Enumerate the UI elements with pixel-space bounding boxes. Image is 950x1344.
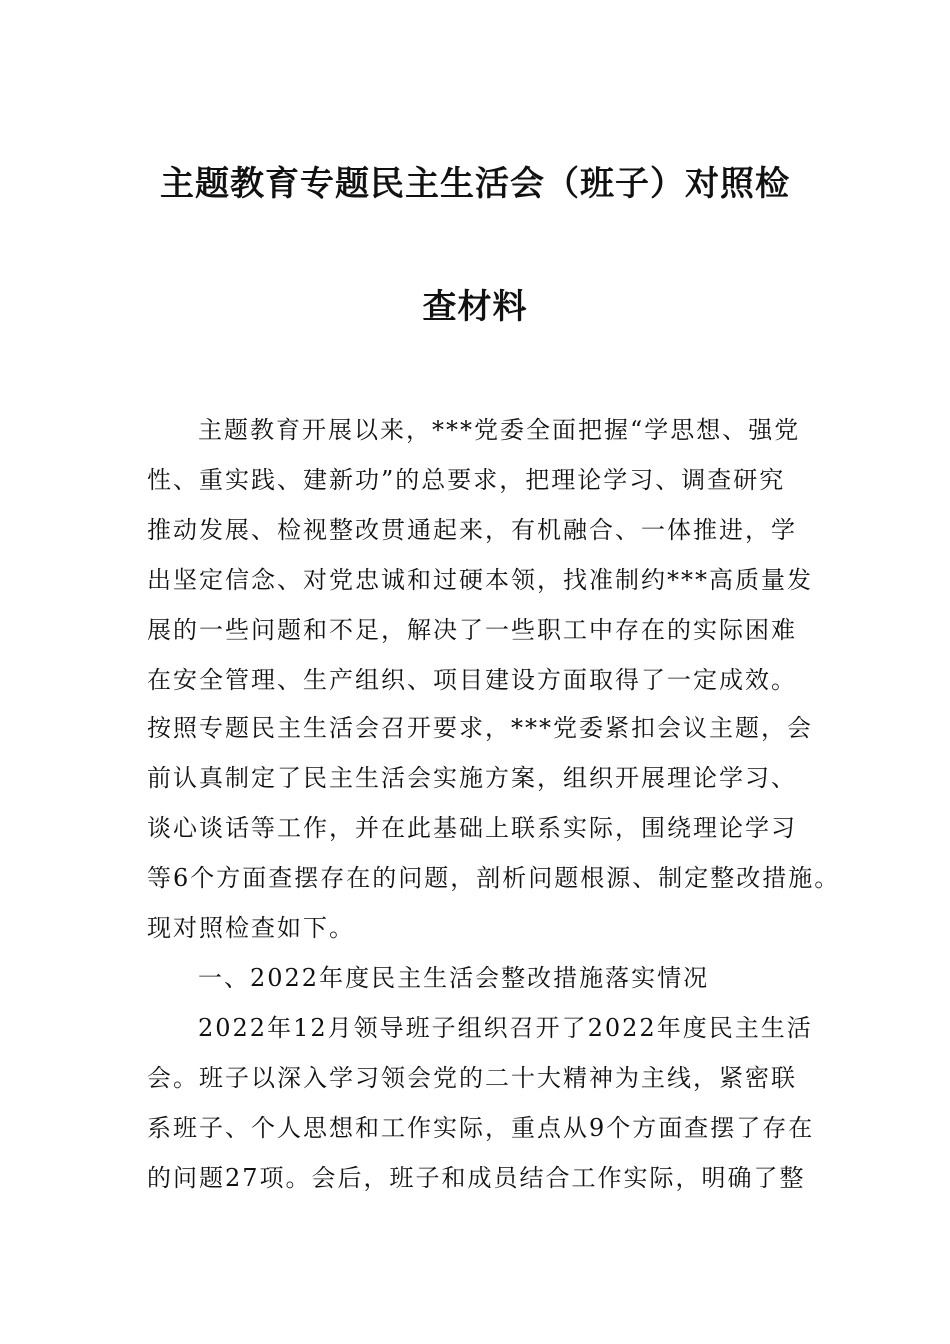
paragraph-line: 系班子、个人思想和工作实际，重点从9个方面查摆了存在 bbox=[147, 1114, 815, 1142]
paragraph-line: 出坚定信念、对党忠诚和过硬本领，找准制约***高质量发 bbox=[147, 566, 813, 594]
paragraph-line: 会。班子以深入学习领会党的二十大精神为主线，紧密联 bbox=[147, 1064, 797, 1092]
section-heading: 一、2022年度民主生活会整改措施落实情况 bbox=[198, 964, 710, 992]
paragraph-line: 的问题27项。会后，班子和成员结合工作实际，明确了整 bbox=[147, 1164, 806, 1192]
paragraph-line: 等6个方面查摆存在的问题，剖析问题根源、制定整改措施。 bbox=[147, 864, 841, 892]
paragraph-line: 按照专题民主生活会召开要求，***党委紧扣会议主题，会 bbox=[147, 714, 813, 742]
paragraph-line: 2022年12月领导班子组织召开了2022年度民主生活 bbox=[198, 1014, 813, 1042]
paragraph-line: 展的一些问题和不足，解决了一些职工中存在的实际困难 bbox=[147, 616, 797, 644]
document-title-line-1: 主题教育专题民主生活会（班子）对照检 bbox=[160, 164, 790, 204]
paragraph-line: 性、重实践、建新功”的总要求，把理论学习、调查研究 bbox=[147, 466, 786, 494]
document-title-line-2: 查材料 bbox=[422, 287, 528, 327]
paragraph-line: 在安全管理、生产组织、项目建设方面取得了一定成效。 bbox=[147, 666, 797, 694]
paragraph-line: 谈心谈话等工作，并在此基础上联系实际，围绕理论学习 bbox=[147, 814, 797, 842]
paragraph-line: 现对照检查如下。 bbox=[147, 914, 355, 942]
paragraph-line: 推动发展、检视整改贯通起来，有机融合、一体推进，学 bbox=[147, 516, 797, 544]
paragraph-line: 主题教育开展以来，***党委全面把握“学思想、强党 bbox=[198, 416, 801, 444]
paragraph-line: 前认真制定了民主生活会实施方案，组织开展理论学习、 bbox=[147, 764, 797, 792]
